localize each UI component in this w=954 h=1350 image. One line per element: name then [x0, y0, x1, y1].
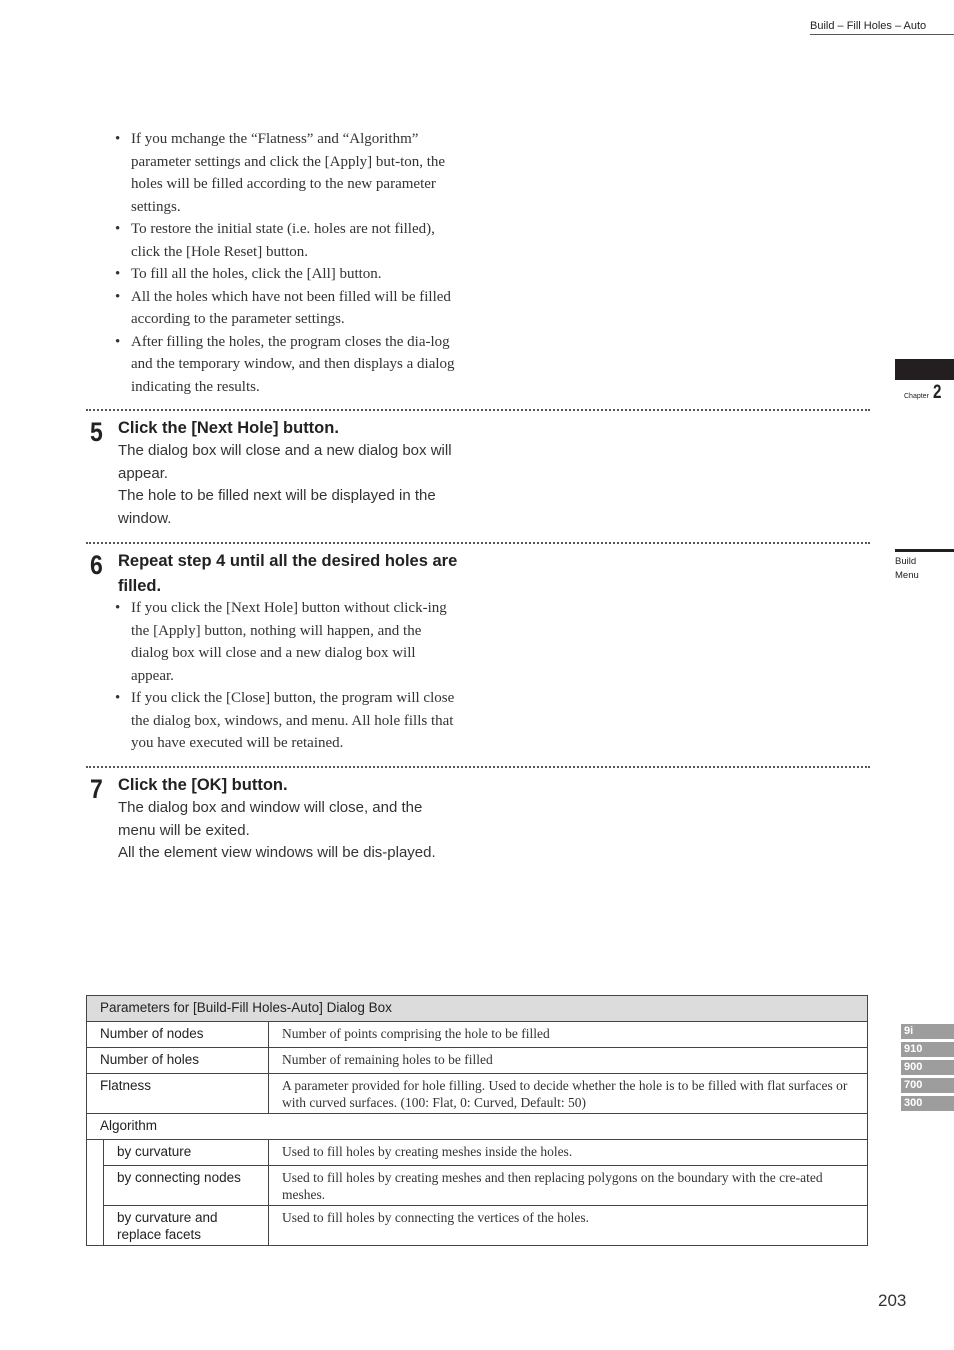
- page-number: 203: [878, 1291, 907, 1310]
- param-name: Flatness: [87, 1074, 269, 1114]
- list-item: • After filling the holes, the program closes the dia-log and the temporary window, and then displays a dialog indicating the results.: [115, 331, 460, 399]
- param-name: by curvature: [104, 1140, 269, 1166]
- step-number: 5: [90, 417, 103, 447]
- step-paragraph: The dialog box will close and a new dialog box will appear.: [118, 442, 452, 482]
- chapter-label: [904, 382, 944, 404]
- step-paragraph: The dialog box and window will close, and the menu will be exited.: [118, 799, 423, 839]
- param-name: Number of holes: [87, 1048, 269, 1074]
- model-tab: 900: [901, 1060, 954, 1075]
- step-paragraph: All the element view windows will be dis-played.: [118, 844, 436, 861]
- section-label: [895, 555, 919, 583]
- step-body: [118, 797, 463, 865]
- step-body: [118, 440, 463, 530]
- table-row: [87, 1114, 868, 1140]
- param-name: by connecting nodes: [104, 1166, 269, 1206]
- table-row: [87, 1206, 868, 1246]
- list-item: • If you click the [Close] button, the program will close the dialog box, windows, and menu. All hole fills that you have executed will be retained.: [115, 687, 460, 755]
- step-bullet-list: [115, 597, 460, 755]
- model-tab: 9i: [901, 1024, 954, 1039]
- section-tab-marker: [895, 549, 954, 552]
- list-item: • To fill all the holes, click the [All] button.: [115, 263, 460, 286]
- indent-cell: [87, 1140, 104, 1166]
- intro-bullet-list: [115, 128, 460, 398]
- table-row: [87, 1022, 868, 1048]
- list-item: • All the holes which have not been filled will be filled according to the parameter settings.: [115, 286, 460, 331]
- dotted-divider: [86, 542, 870, 544]
- dotted-divider: [86, 409, 870, 411]
- dotted-divider: [86, 766, 870, 768]
- chapter-tab-marker: [895, 359, 954, 380]
- step-title: Click the [OK] button.: [118, 776, 288, 794]
- section-label-line: Menu: [895, 570, 919, 581]
- running-header: Build – Fill Holes – Auto: [810, 20, 954, 35]
- indent-cell: [87, 1206, 104, 1246]
- param-description: A parameter provided for hole filling. Used to decide whether the hole is to be filled with flat surfaces or with curved surfaces. (100: Flat, 0: Curved, Default: 50): [269, 1074, 868, 1114]
- param-description: Used to fill holes by creating meshes and then replacing polygons on the boundary with the cre-ated meshes.: [269, 1166, 868, 1206]
- model-tab: 910: [901, 1042, 954, 1057]
- param-name: Number of nodes: [87, 1022, 269, 1048]
- model-tabs: [901, 1024, 954, 1114]
- step-paragraph: The hole to be filled next will be displayed in the window.: [118, 487, 436, 527]
- table-row: [87, 1166, 868, 1206]
- model-tab: 700: [901, 1078, 954, 1093]
- param-description: Number of remaining holes to be filled: [269, 1048, 868, 1074]
- chapter-word: Chapter: [904, 393, 929, 400]
- chapter-number: 2: [933, 382, 942, 403]
- param-description: Used to fill holes by connecting the vertices of the holes.: [269, 1206, 868, 1246]
- table-title: Parameters for [Build-Fill Holes-Auto] Dialog Box: [87, 996, 868, 1022]
- step-number: 6: [90, 550, 103, 580]
- list-item: • To restore the initial state (i.e. holes are not filled), click the [Hole Reset] button.: [115, 218, 460, 263]
- model-tab: 300: [901, 1096, 954, 1111]
- table-row: [87, 1048, 868, 1074]
- step-title: Repeat step 4 until all the desired holes are filled.: [118, 552, 458, 595]
- param-description: Used to fill holes by creating meshes inside the holes.: [269, 1140, 868, 1166]
- table-row: [87, 1074, 868, 1114]
- indent-cell: [87, 1166, 104, 1206]
- step-number: 7: [90, 774, 103, 804]
- section-label-line: Build: [895, 556, 917, 567]
- param-name: by curvature and replace facets: [104, 1206, 269, 1246]
- table-row: [87, 1140, 868, 1166]
- list-item: • If you mchange the “Flatness” and “Algorithm” parameter settings and click the [Apply] but-ton, the holes will be filled according to the new parameter settings.: [115, 128, 460, 218]
- param-group-name: Algorithm: [87, 1114, 868, 1140]
- step-title: Click the [Next Hole] button.: [118, 419, 339, 437]
- parameters-table: [86, 995, 868, 1246]
- param-description: Number of points comprising the hole to be filled: [269, 1022, 868, 1048]
- list-item: • If you click the [Next Hole] button without click-ing the [Apply] button, nothing will happen, and the dialog box will close and a new dialog box will appear.: [115, 597, 460, 687]
